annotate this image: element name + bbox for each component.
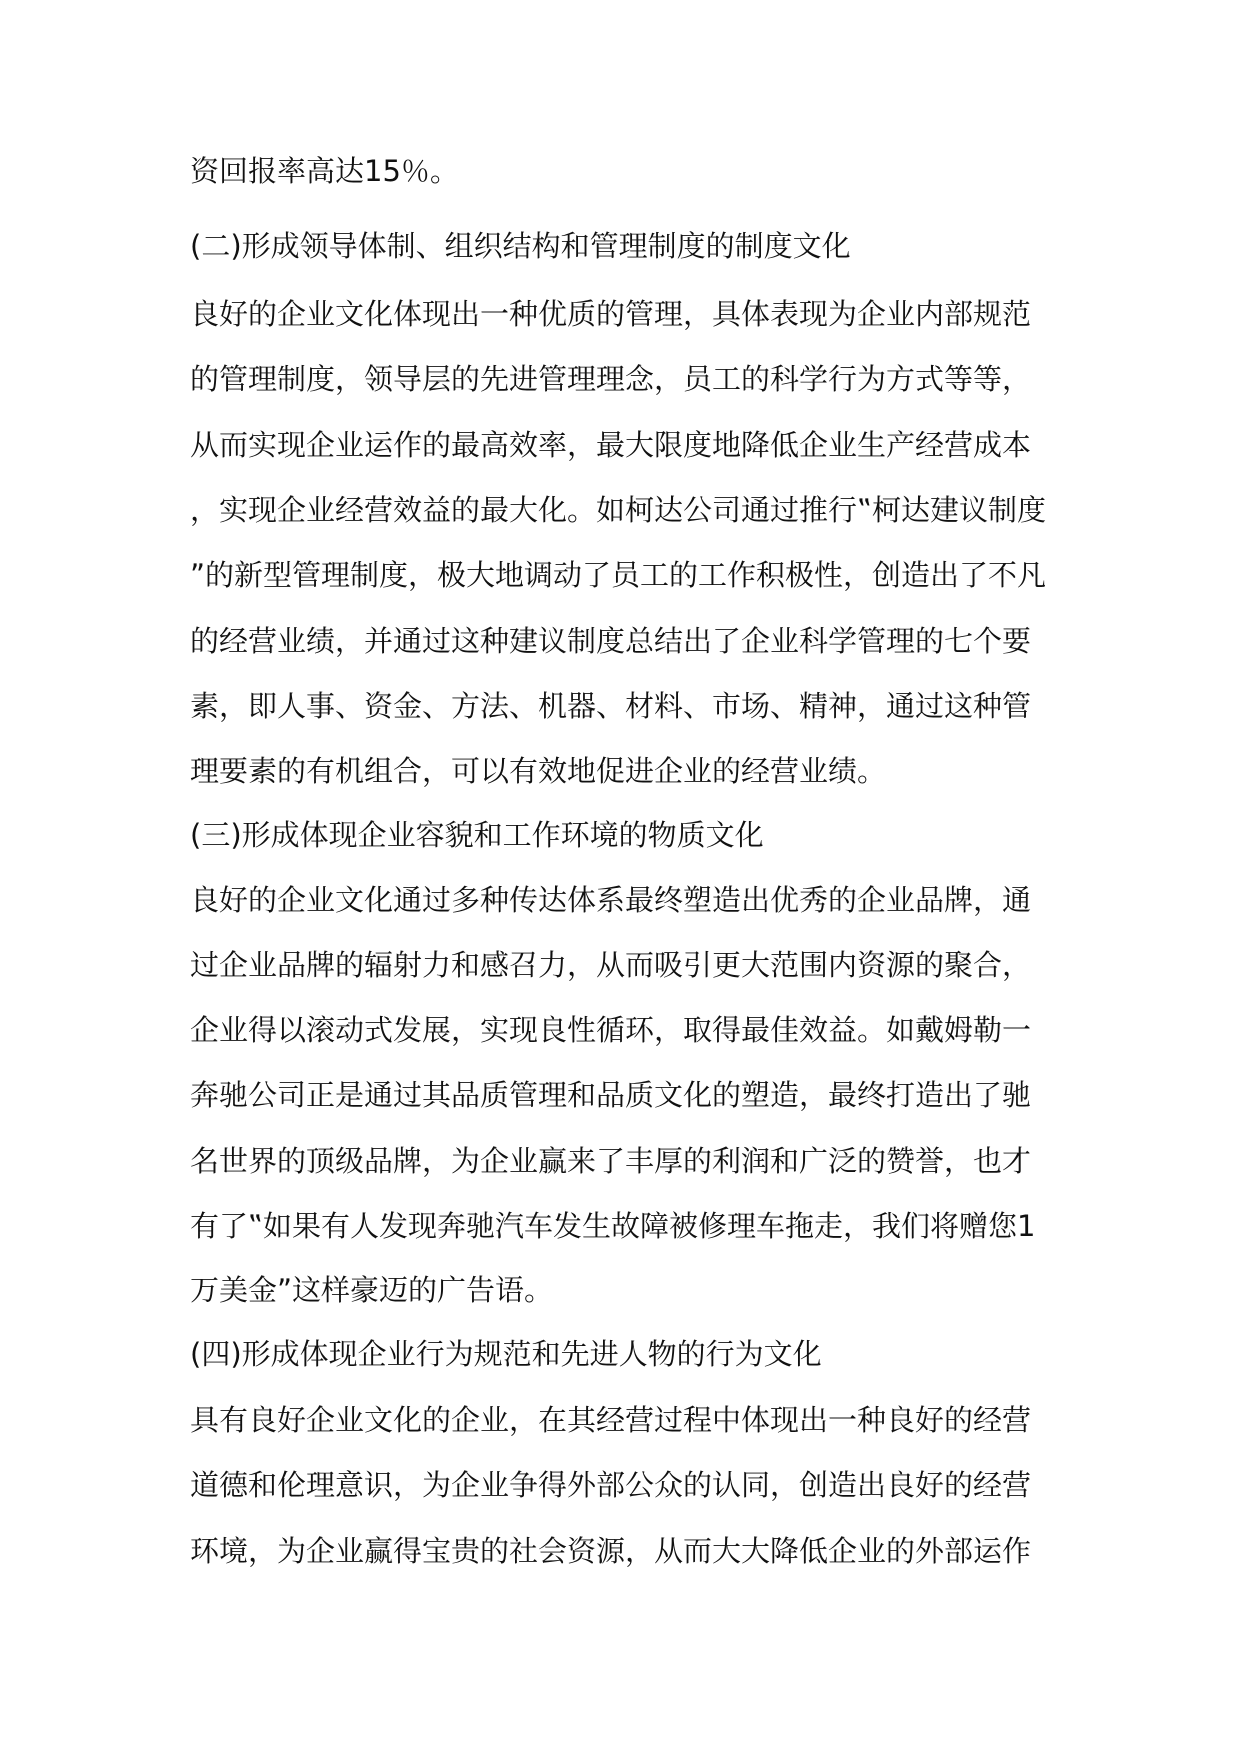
paragraph-line: ”的新型管理制度，极大地调动了员工的工作积极性，创造出了不凡 xyxy=(190,558,1047,592)
section-heading-2: (二)形成领导体制、组织结构和管理制度的制度文化 xyxy=(190,229,851,263)
paragraph-line: 理要素的有机组合，可以有效地促进企业的经营业绩。 xyxy=(190,754,887,788)
section-heading-3: (三)形成体现企业容貌和工作环境的物质文化 xyxy=(190,818,764,852)
paragraph-line: 环境，为企业赢得宝贵的社会资源，从而大大降低企业的外部运作 xyxy=(190,1534,1032,1568)
paragraph-line: 企业得以滚动式发展，实现良性循环，取得最佳效益。如戴姆勒一 xyxy=(190,1013,1032,1047)
section-heading-4: (四)形成体现企业行为规范和先进人物的行为文化 xyxy=(190,1337,822,1371)
paragraph-line: 过企业品牌的辐射力和感召力，从而吸引更大范围内资源的聚合， xyxy=(190,948,1032,982)
paragraph-line: 具有良好企业文化的企业，在其经营过程中体现出一种良好的经营 xyxy=(190,1403,1032,1437)
paragraph-line: 名世界的顶级品牌，为企业赢来了丰厚的利润和广泛的赞誉，也才 xyxy=(190,1144,1032,1178)
paragraph-line: 良好的企业文化通过多种传达体系最终塑造出优秀的企业品牌，通 xyxy=(190,883,1032,917)
paragraph-line: 良好的企业文化体现出一种优质的管理，具体表现为企业内部规范 xyxy=(190,297,1032,331)
paragraph-line: 的经营业绩，并通过这种建议制度总结出了企业科学管理的七个要 xyxy=(190,624,1032,658)
paragraph-line: 素，即人事、资金、方法、机器、材料、市场、精神，通过这种管 xyxy=(190,689,1032,723)
paragraph-line: ，实现企业经营效益的最大化。如柯达公司通过推行‟柯达建议制度 xyxy=(190,493,1047,527)
paragraph-line: 万美金”这样豪迈的广告语。 xyxy=(190,1273,554,1307)
paragraph-line: 奔驰公司正是通过其品质管理和品质文化的塑造，最终打造出了驰 xyxy=(190,1078,1032,1112)
paragraph-line: 资回报率高达15％。 xyxy=(190,154,459,188)
paragraph-line: 的管理制度，领导层的先进管理理念，员工的科学行为方式等等， xyxy=(190,362,1032,396)
paragraph-line: 有了‟如果有人发现奔驰汽车发生故障被修理车拖走，我们将赠您1 xyxy=(190,1209,1036,1243)
paragraph-line: 道德和伦理意识，为企业争得外部公众的认同，创造出良好的经营 xyxy=(190,1468,1032,1502)
paragraph-line: 从而实现企业运作的最高效率，最大限度地降低企业生产经营成本 xyxy=(190,428,1032,462)
